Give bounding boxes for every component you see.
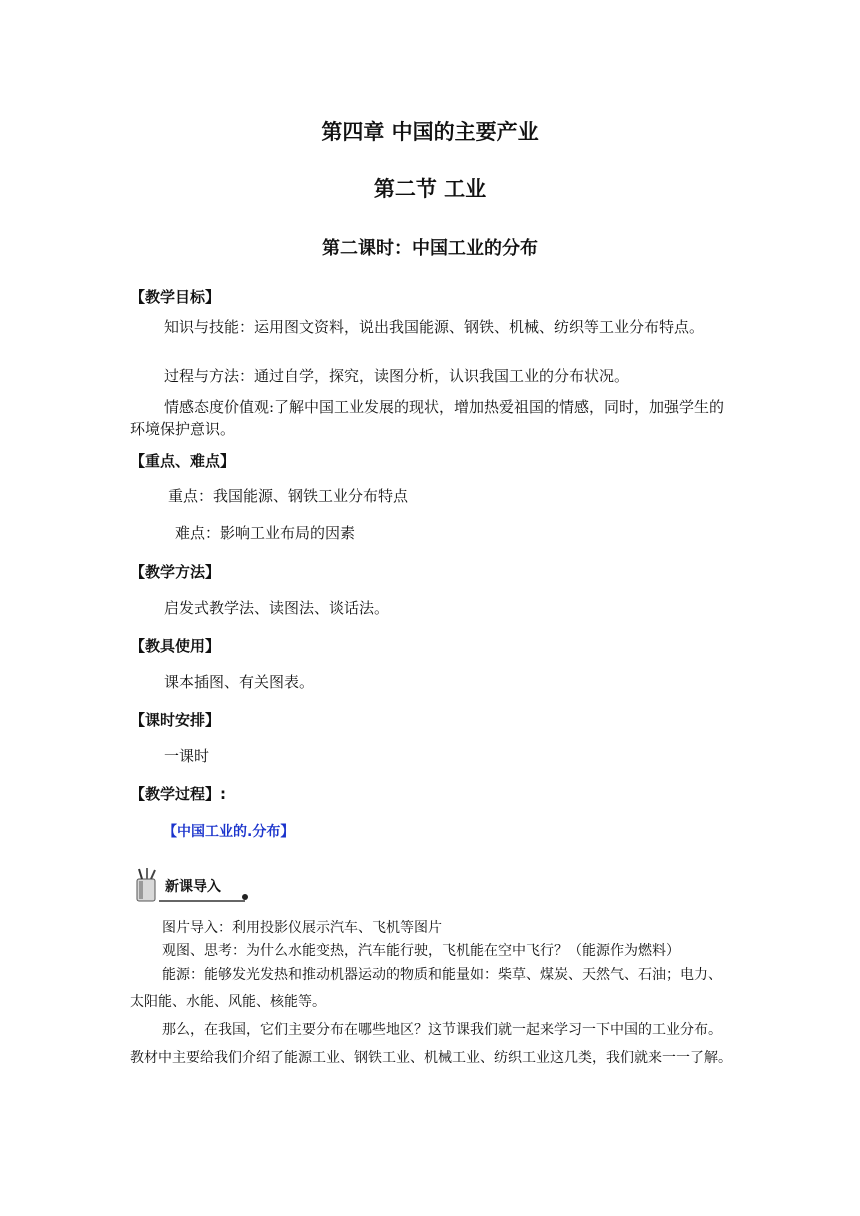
difficult-point: 难点：影响工业布局的因素 — [175, 524, 356, 542]
methods-heading: 【教学方法】 — [130, 563, 221, 581]
process-heading: 【教学过程】: — [130, 785, 226, 803]
objectives-heading: 【教学目标】 — [130, 288, 221, 306]
schedule-content: 一课时 — [164, 747, 210, 765]
objective-process: 过程与方法：通过自学，探究，读图分析，认识我国工业的分布状况。 — [164, 367, 630, 385]
intro-line-1: 图片导入：利用投影仪展示汽车、飞机等图片 — [162, 920, 442, 936]
schedule-heading: 【课时安排】 — [130, 711, 221, 729]
objective-knowledge: 知识与技能：运用图文资料，说出我国能源、钢铁、机械、纺织等工业分布特点。 — [164, 318, 705, 336]
methods-content: 启发式教学法、读图法、谈话法。 — [164, 599, 390, 617]
key-point: 重点：我国能源、钢铁工业分布特点 — [168, 487, 409, 505]
objective-emotion: 情感态度价值观:了解中国工业发展的现状，增加热爱祖国的情感，同时，加强学生的环境保护意识。 — [130, 398, 725, 438]
lesson-title: 第二课时：中国工业的分布 — [322, 238, 538, 259]
intro-line-2: 观图、思考：为什么水能变热，汽车能行驶，飞机能在空中飞行？（能源作为燃料） — [162, 943, 680, 959]
industry-distribution-link: 【中国工业的.分布】 — [163, 824, 295, 840]
chapter-title: 第四章 中国的主要产业 — [321, 120, 539, 144]
key-points-heading: 【重点、难点】 — [130, 452, 236, 470]
tools-heading: 【教具使用】 — [130, 637, 221, 655]
new-lesson-banner — [133, 867, 251, 905]
tools-content: 课本插图、有关图表。 — [164, 673, 315, 691]
intro-line-3: 能源：能够发光发热和推动机器运动的物质和能量如：柴草、煤炭、天然气、石油；电力、太阳能、水能、风能、核能等。 — [130, 967, 722, 1010]
new-lesson-label: 新课导入 — [165, 879, 221, 895]
section-title: 第二节 工业 — [373, 177, 487, 201]
intro-line-4: 那么，在我国，它们主要分布在哪些地区？这节课我们就一起来学习一下中国的工业分布。教材中主要给我们介绍了能源工业、钢铁工业、机械工业、纺织工业这几类，我们就来一一了解。 — [130, 1022, 732, 1066]
